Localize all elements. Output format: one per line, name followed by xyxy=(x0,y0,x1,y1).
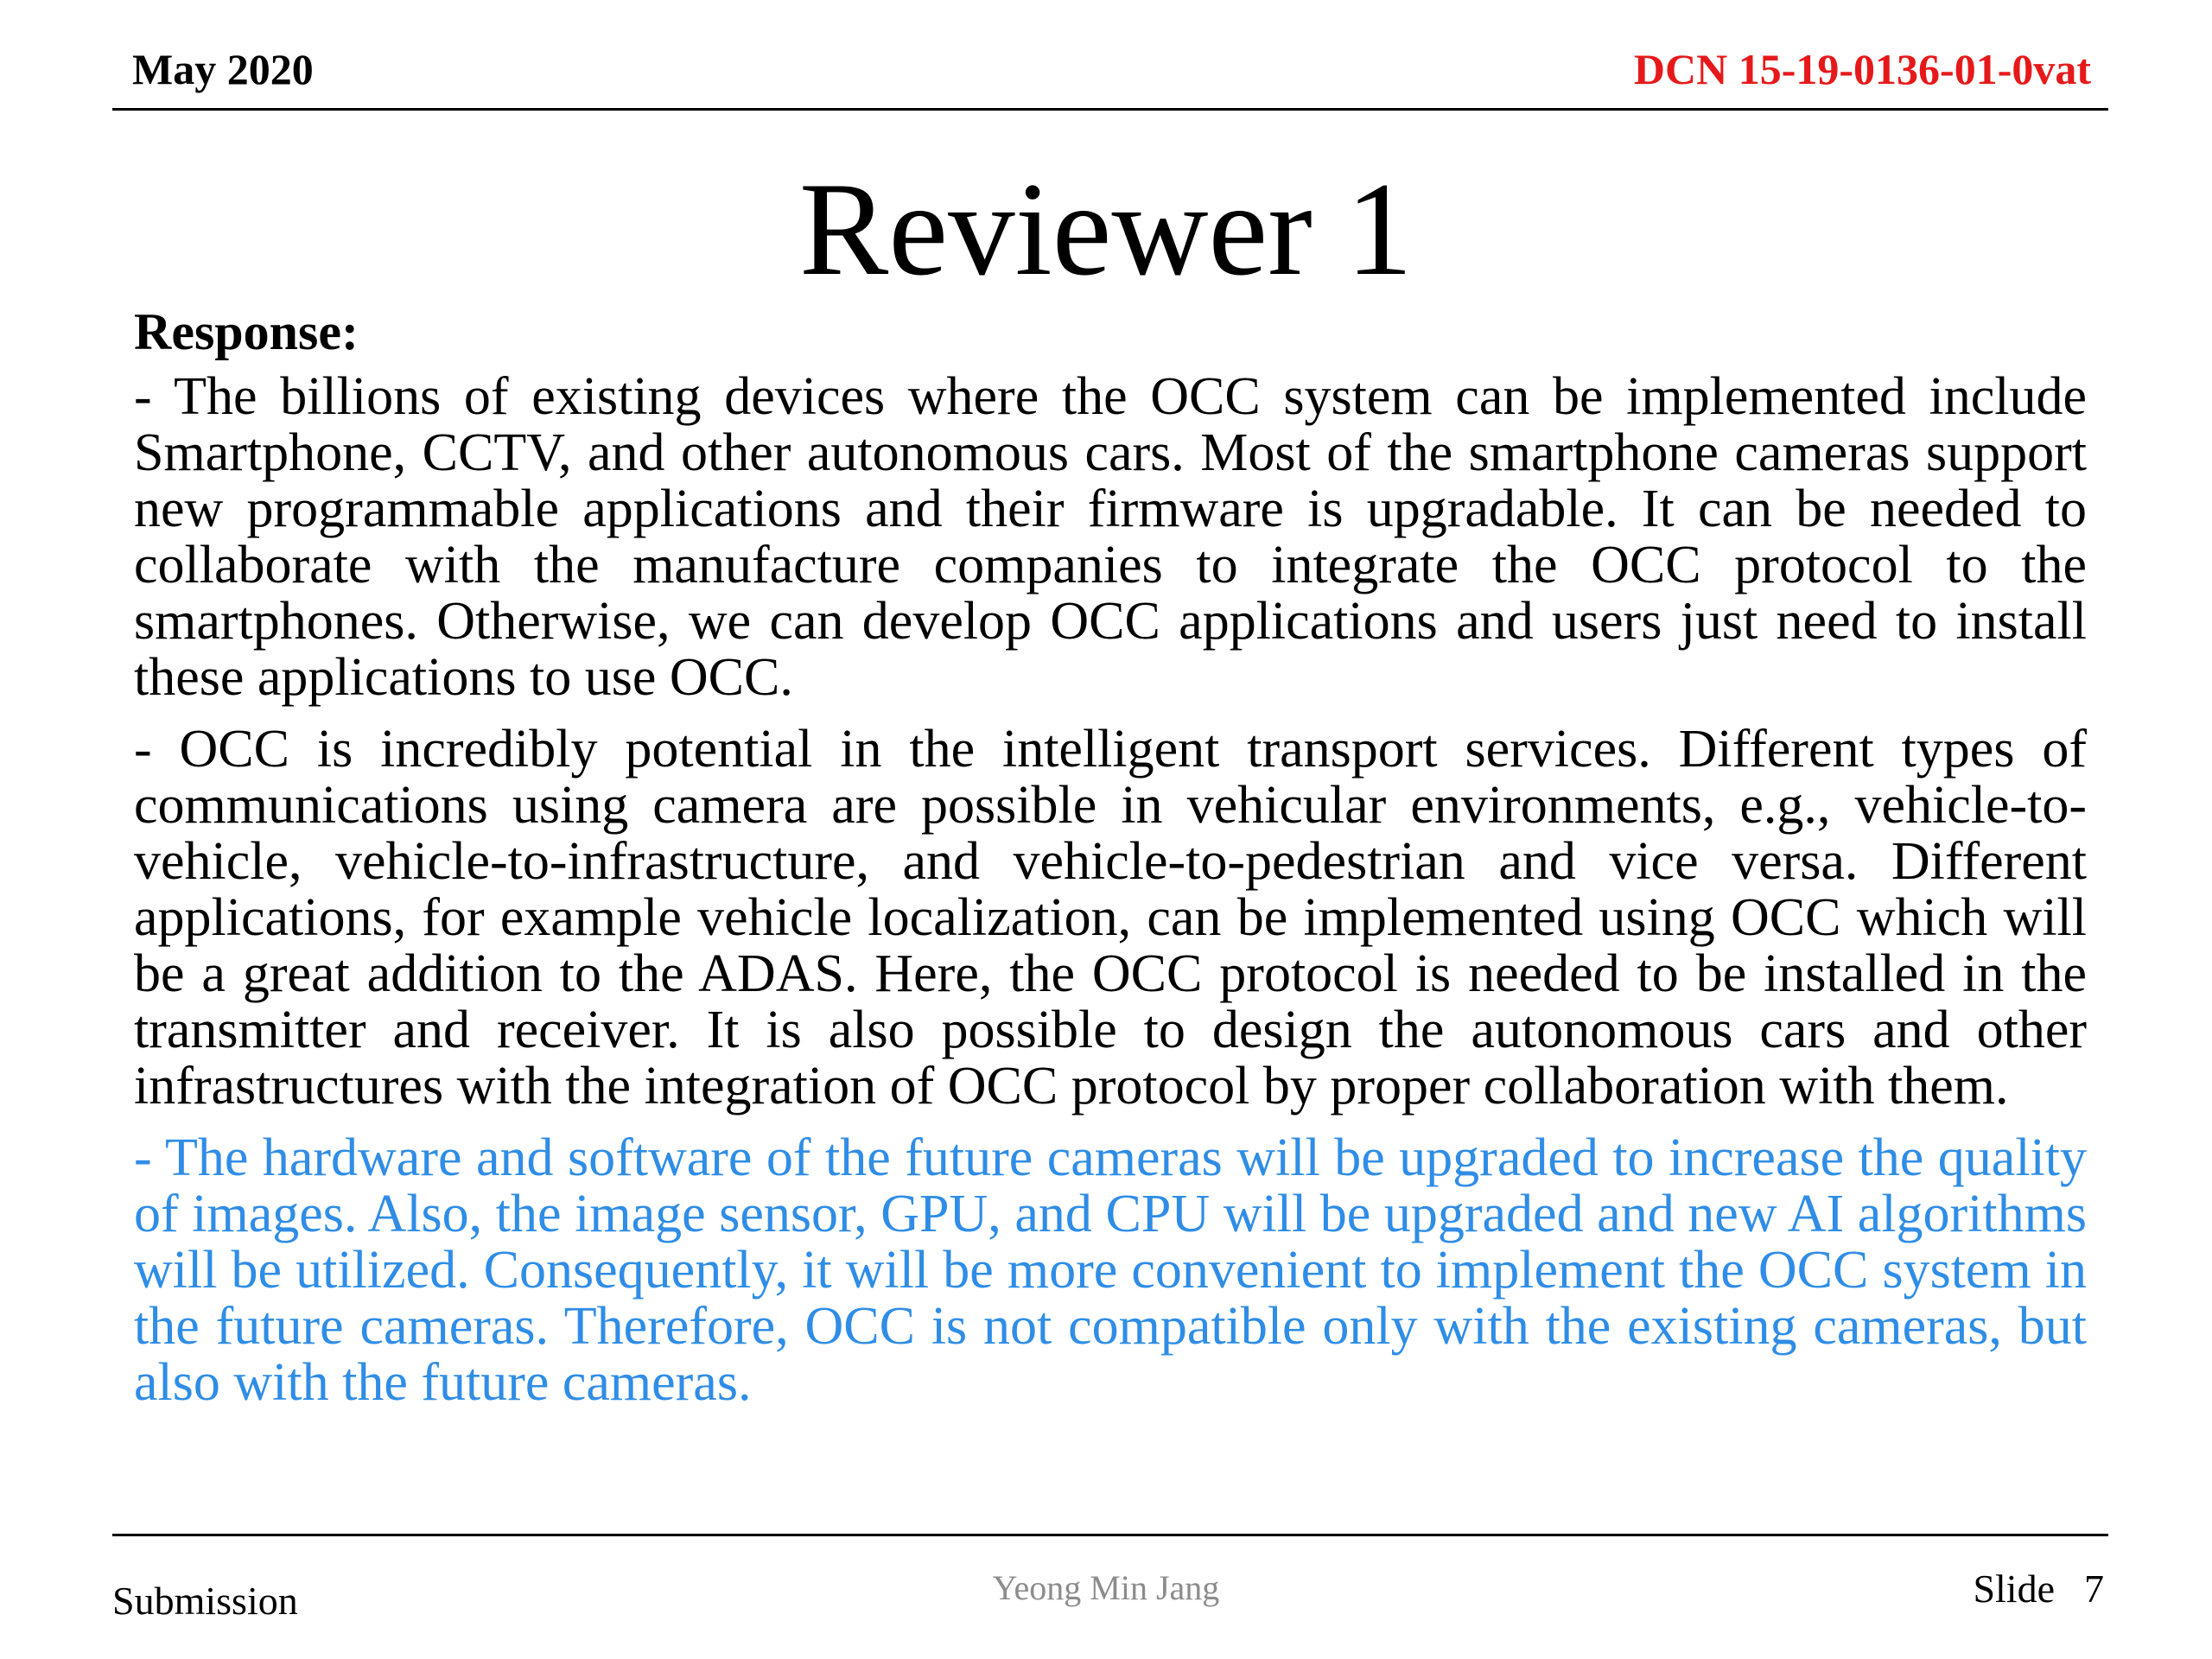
slide-title: Reviewer 1 xyxy=(798,155,1414,303)
header-date: May 2020 xyxy=(132,45,314,93)
footer-author: Yeong Min Jang xyxy=(992,1568,1220,1607)
header-divider xyxy=(112,108,2108,111)
response-label: Response: xyxy=(134,303,359,360)
slide-number: 7 xyxy=(2084,1567,2104,1611)
response-paragraph-1: - The billions of existing devices where the OCC system can be implemented include Smartphone, CCTV, and other autonomous cars. Most of the smartphone cameras support new programmable applications and their firmware is upgradable. It can be needed to collaborate with the manufacture companies to integrate the OCC protocol to the smartphones. Otherwise, we can develop OCC applications and users just need to install these applications to use OCC. xyxy=(134,367,2087,707)
response-paragraph-3: - The hardware and software of the future cameras will be upgraded to increase the quality of images. Also, the image sensor, GPU, and CPU will be upgraded and new AI algorithms will be utilized. Consequently, it will be more convenient to implement the OCC system in the future cameras. Therefore, OCC is not compatible only with the existing cameras, but also with the future cameras. xyxy=(134,1128,2087,1412)
footer-submission: Submission xyxy=(112,1579,298,1623)
slide-label: Slide xyxy=(1973,1567,2055,1611)
footer-divider xyxy=(112,1534,2108,1536)
footer-slide-number xyxy=(1973,1569,2104,1609)
header-document-number: DCN 15-19-0136-01-0vat xyxy=(1633,45,2091,93)
slide-body xyxy=(134,302,2087,1427)
response-paragraph-2: - OCC is incredibly potential in the intelligent transport services. Different types of communications using camera are possible in vehicular environments, e.g., vehicle-to-vehicle, vehicle-to-infrastructure, and vehicle-to-pedestrian and vice versa. Different applications, for example vehicle localization, can be implemented using OCC which will be a great addition to the ADAS. Here, the OCC protocol is needed to be installed in the transmitter and receiver. It is also possible to design the autonomous cars and other infrastructures with the integration of OCC protocol by proper collaboration with them. xyxy=(134,720,2087,1116)
